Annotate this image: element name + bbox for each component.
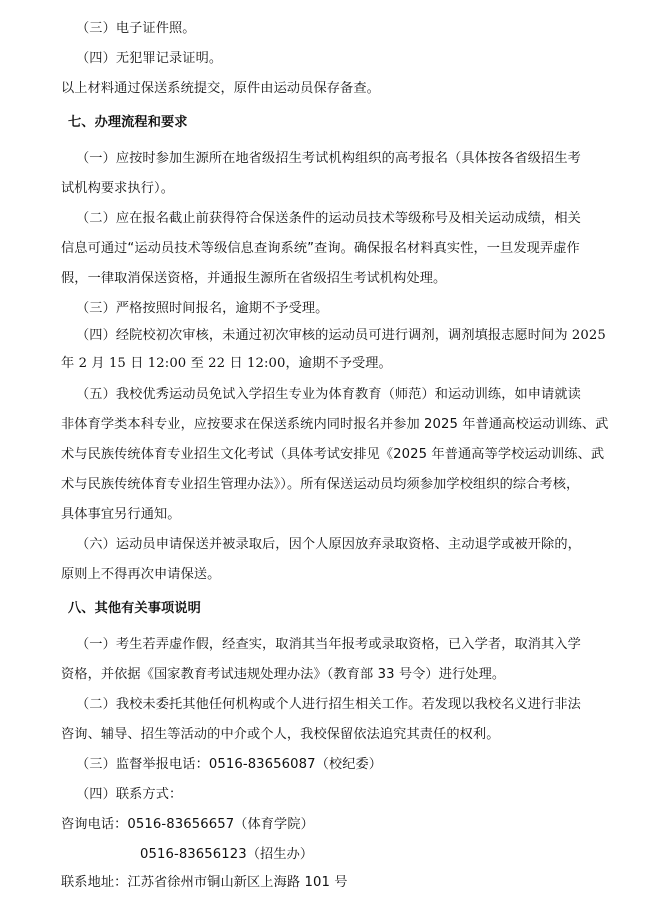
paragraph-line: （六）运动员申请保送并被录取后，因个人原因放弃录取资格、主动退学或被开除的，: [76, 537, 581, 552]
paragraph-line: （一）应按时参加生源所在地省级招生考试机构组织的高考报名（具体按各省级招生考: [76, 151, 581, 166]
section-heading-7: 七、办理流程和要求: [68, 115, 188, 130]
paragraph-line: （四）经院校初次审核，未通过初次审核的运动员可进行调剂，调剂填报志愿时间为 2025: [76, 328, 606, 343]
paragraph-line: （三）监督举报电话：0516-83656087（校纪委）: [76, 757, 383, 772]
paragraph-line: （三）电子证件照。: [76, 21, 196, 36]
paragraph-line: 具体事宜另行通知。: [61, 507, 181, 522]
paragraph-line: 术与民族传统体育专业招生管理办法》）。所有保送运动员均须参加学校组织的综合考核，: [61, 477, 580, 492]
paragraph-line: 信息可通过“运动员技术等级信息查询系统”查询。确保报名材料真实性，一旦发现弄虚作: [61, 241, 580, 256]
paragraph-line: （二）我校未委托其他任何机构或个人进行招生相关工作。若发现以我校名义进行非法: [76, 697, 581, 712]
paragraph-line: 假，一律取消保送资格，并通报生源所在省级招生考试机构处理。: [61, 271, 447, 286]
paragraph-line: （一）考生若弄虚作假，经查实，取消其当年报考或录取资格，已入学者，取消其入学: [76, 637, 581, 652]
paragraph-line: 以上材料通过保送系统提交，原件由运动员保存备查。: [61, 81, 380, 96]
paragraph-line: （四）无犯罪记录证明。: [76, 51, 223, 66]
paragraph-line: （二）应在报名截止前获得符合保送条件的运动员技术等级称号及相关运动成绩，相关: [76, 211, 581, 226]
paragraph-line: （五）我校优秀运动员免试入学招生专业为体育教育（师范）和运动训练，如申请就读: [76, 387, 581, 402]
contact-phone-line: 0516-83656123（招生办）: [140, 847, 314, 862]
paragraph-line: 咨询、辅导、招生等活动的中介或个人，我校保留依法追究其责任的权利。: [61, 727, 500, 742]
section-heading-8: 八、其他有关事项说明: [68, 601, 201, 616]
contact-phone-line: 咨询电话：0516-83656657（体育学院）: [61, 817, 314, 832]
paragraph-line: （四）联系方式：: [76, 787, 183, 802]
contact-address-line: 联系地址：江苏省徐州市铜山新区上海路 101 号: [61, 875, 348, 890]
paragraph-line: （三）严格按照时间报名，逾期不予受理。: [76, 301, 329, 316]
paragraph-line: 非体育学类本科专业，应按要求在保送系统内同时报名并参加 2025 年普通高校运动训练、武: [61, 417, 609, 432]
paragraph-line: 原则上不得再次申请保送。: [61, 567, 221, 582]
paragraph-line: 试机构要求执行）。: [61, 181, 174, 196]
paragraph-line: 资格，并依据《国家教育考试违规处理办法》（教育部 33 号令）进行处理。: [61, 667, 506, 682]
paragraph-line: 术与民族传统体育专业招生文化考试（具体考试安排见《2025 年普通高等学校运动训练、武: [61, 447, 605, 462]
paragraph-line: 年 2 月 15 日 12:00 至 22 日 12:00，逾期不予受理。: [61, 356, 392, 371]
